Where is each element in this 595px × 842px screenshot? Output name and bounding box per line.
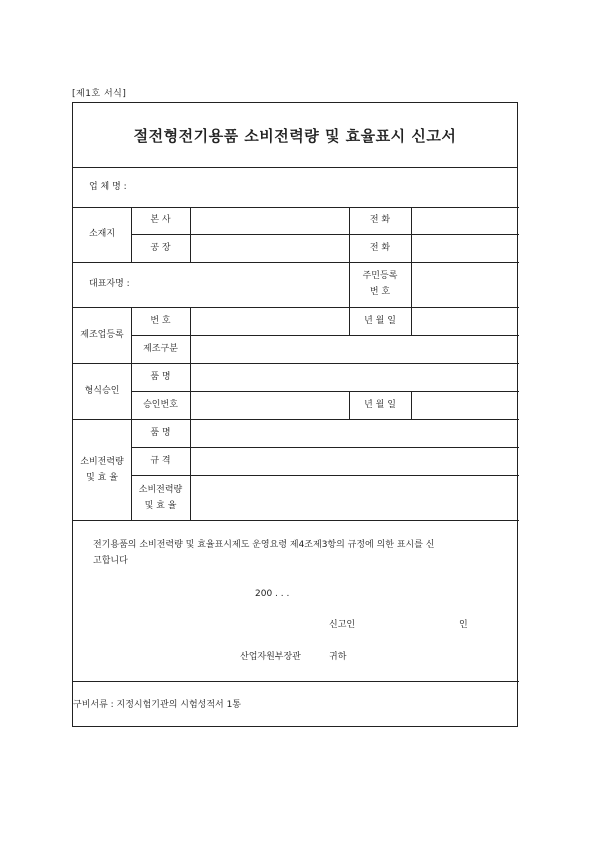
approval-date-label: 년 월 일	[364, 400, 396, 410]
power-efficiency-label-line1: 소비전력량	[80, 457, 124, 467]
reg-date-label: 년 월 일	[364, 316, 396, 326]
declarant-label: 신고인	[329, 620, 356, 630]
power-sub-label-line1: 소비전력량	[138, 485, 183, 495]
declaration-form	[72, 102, 518, 727]
factory-label: 공 장	[150, 243, 171, 253]
phone-label-1: 전 화	[369, 215, 391, 225]
form-number-tag: [제1호 서식]	[72, 89, 127, 99]
approval-number-label: 승인번호	[143, 400, 178, 410]
company-name-label: 업 체 명 :	[89, 182, 127, 192]
location-label: 소재지	[88, 229, 116, 239]
manufacturing-category-label: 제조구분	[143, 344, 178, 354]
approval-product-label: 품 명	[150, 372, 171, 382]
head-office-label: 본 사	[150, 215, 171, 225]
required-documents: 구비서류 : 지정시험기관의 시험성적서 1통	[73, 700, 242, 710]
manufacturing-reg-label: 제조업등록	[80, 330, 124, 340]
representative-label: 대표자명 :	[89, 279, 130, 289]
reg-number-label: 번 호	[150, 316, 171, 326]
declaration-date: 200 . . .	[255, 589, 290, 599]
power-sub-label-line2: 및 효 율	[144, 501, 177, 511]
statement-line1: 전기용품의 소비전력량 및 효율표시제도 운영요령 제4조제3항의 규정에 의한 표시를 신	[93, 540, 435, 550]
power-spec-label: 규 격	[150, 456, 171, 466]
power-product-label: 품 명	[150, 428, 171, 438]
addressee: 산업자원부장관	[240, 652, 301, 662]
statement-line2: 고합니다	[93, 556, 128, 566]
phone-label-2: 전 화	[369, 243, 391, 253]
resident-no-label-line2: 번 호	[369, 287, 391, 297]
type-approval-label: 형식승인	[84, 386, 120, 396]
form-title: 절전형전기용품 소비전력량 및 효율표시 신고서	[73, 103, 517, 168]
seal-mark: 인	[459, 620, 468, 630]
power-efficiency-label-line2: 및 효 율	[86, 473, 118, 483]
addressee-honorific: 귀하	[329, 652, 347, 662]
resident-no-label-line1: 주민등록	[362, 271, 398, 281]
